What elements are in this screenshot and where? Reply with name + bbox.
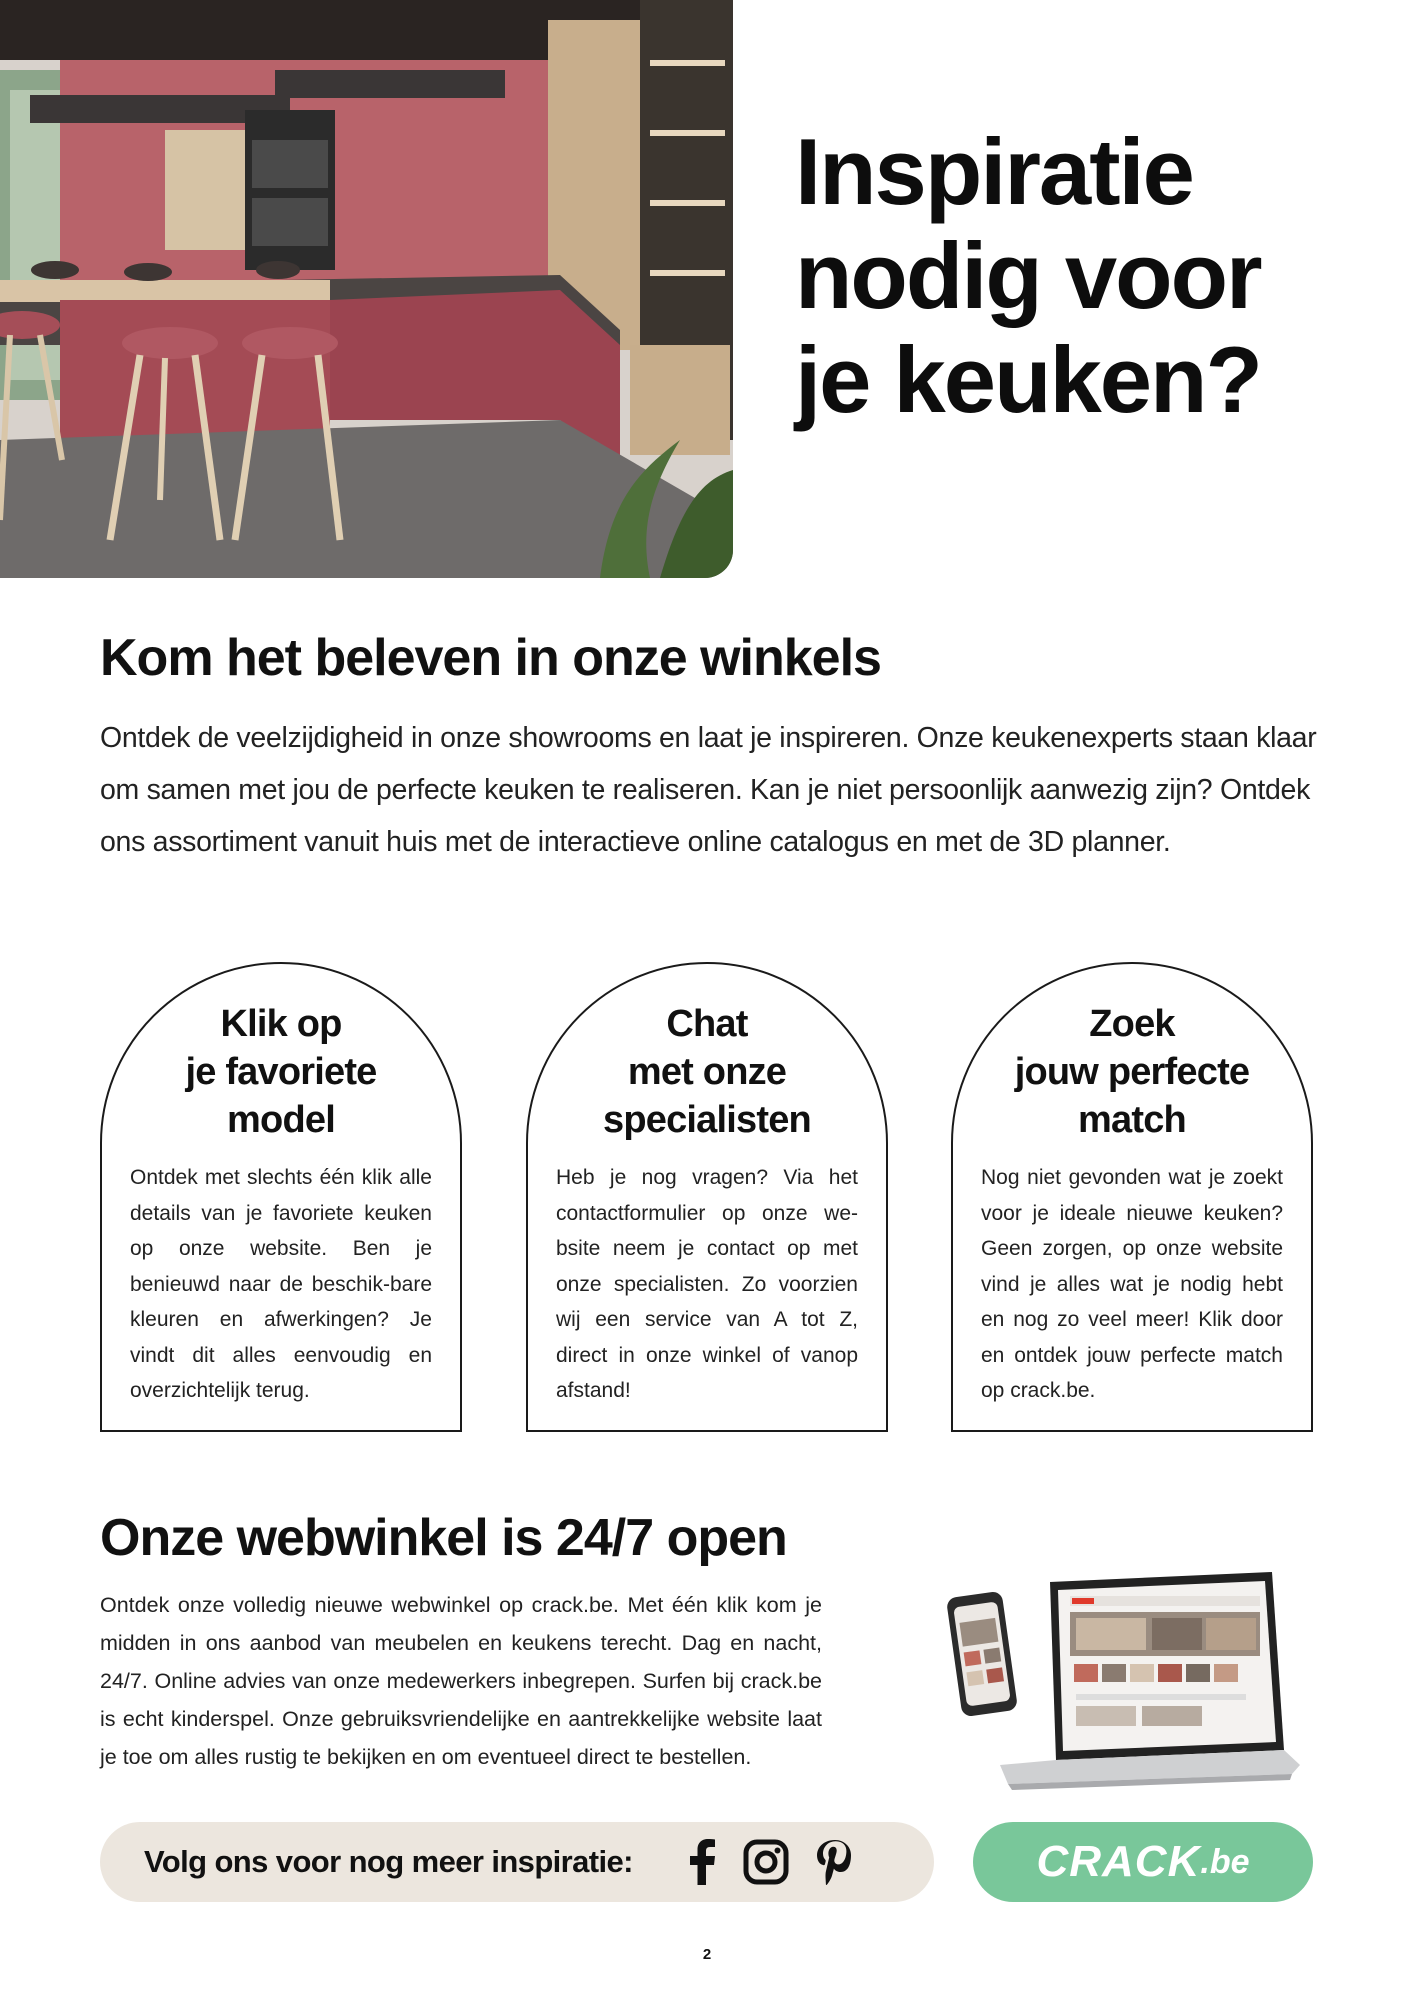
kitchen-photo [0,0,733,578]
card-text: Nog niet gevonden wat je zoekt voor je ideale nieuwe keuken? Geen zorgen, op onze website vind je alles wat je nodig hebt en nog zo veel meer! Klik door en ontdek jouw perfecte match op crack.be. [981,1166,1283,1402]
card-perfecte-match [951,962,1313,1432]
card-favoriete-model [100,962,462,1432]
section-title-webwinkel: Onze webwinkel is 24/7 open [100,1509,787,1567]
page-number: 2 [702,1946,712,1963]
instagram-icon[interactable] [743,1839,789,1885]
webwinkel-paragraph: Ontdek onze volledig nieuwe webwinkel op crack.be. Met één klik kom je midden in ons aanbod van meubelen en keukens terecht. Dag en nacht, 24/7. Online advies van onze medewerkers inbegrepen. Surfen bij crack.be is echt kinderspel. Onze gebruiksvriendelijke en aantrekkelijke website laat je toe om alles rustig te bekijken en om eventueel direct te bestellen. [100,1593,822,1769]
card-title: Klik op je favoriete model [185,1003,377,1141]
follow-bar [100,1822,934,1902]
hero-title: Inspiratie nodig voor je keuken? [795,119,1261,432]
pinterest-icon[interactable] [815,1838,853,1886]
crack-logo[interactable] [973,1822,1313,1902]
card-text: Ontdek met slechts één klik alle details van je favoriete keuken op onze website. Ben je benieuwd naar de beschik-bare kleuren en afwerkingen? Je vindt dit alles eenvoudig en overzichtelijk terug. [130,1166,432,1402]
card-title: Zoek jouw perfecte match [1014,1003,1250,1141]
devices-illustration [880,1560,1300,1790]
social-links [661,1838,853,1886]
card-specialisten [526,962,888,1432]
card-title: Chat met onze specialisten [603,1003,811,1141]
section-title-winkels: Kom het beleven in onze winkels [100,629,881,687]
brand-domain: .be [1200,1842,1250,1881]
facebook-icon[interactable] [687,1839,717,1885]
brand-name: CRACK [1036,1837,1201,1886]
intro-paragraph: Ontdek de veelzijdigheid in onze showrooms en laat je inspireren. Onze keukenexperts staan klaar om samen met jou de perfecte keuken te realiseren. Kan je niet persoonlijk aanwezig zijn? Ontdek ons assortiment vanuit huis met de interactieve online catalogus en met de 3D planner. [100,722,1317,858]
follow-label: Volg ons voor nog meer inspiratie: [144,1844,633,1879]
card-text: Heb je nog vragen? Via het contactformulier op onze we-bsite neem je contact op met onze specialisten. Zo voorzien wij een service van A tot Z, direct in onze winkel of vanop afstand! [556,1166,858,1402]
